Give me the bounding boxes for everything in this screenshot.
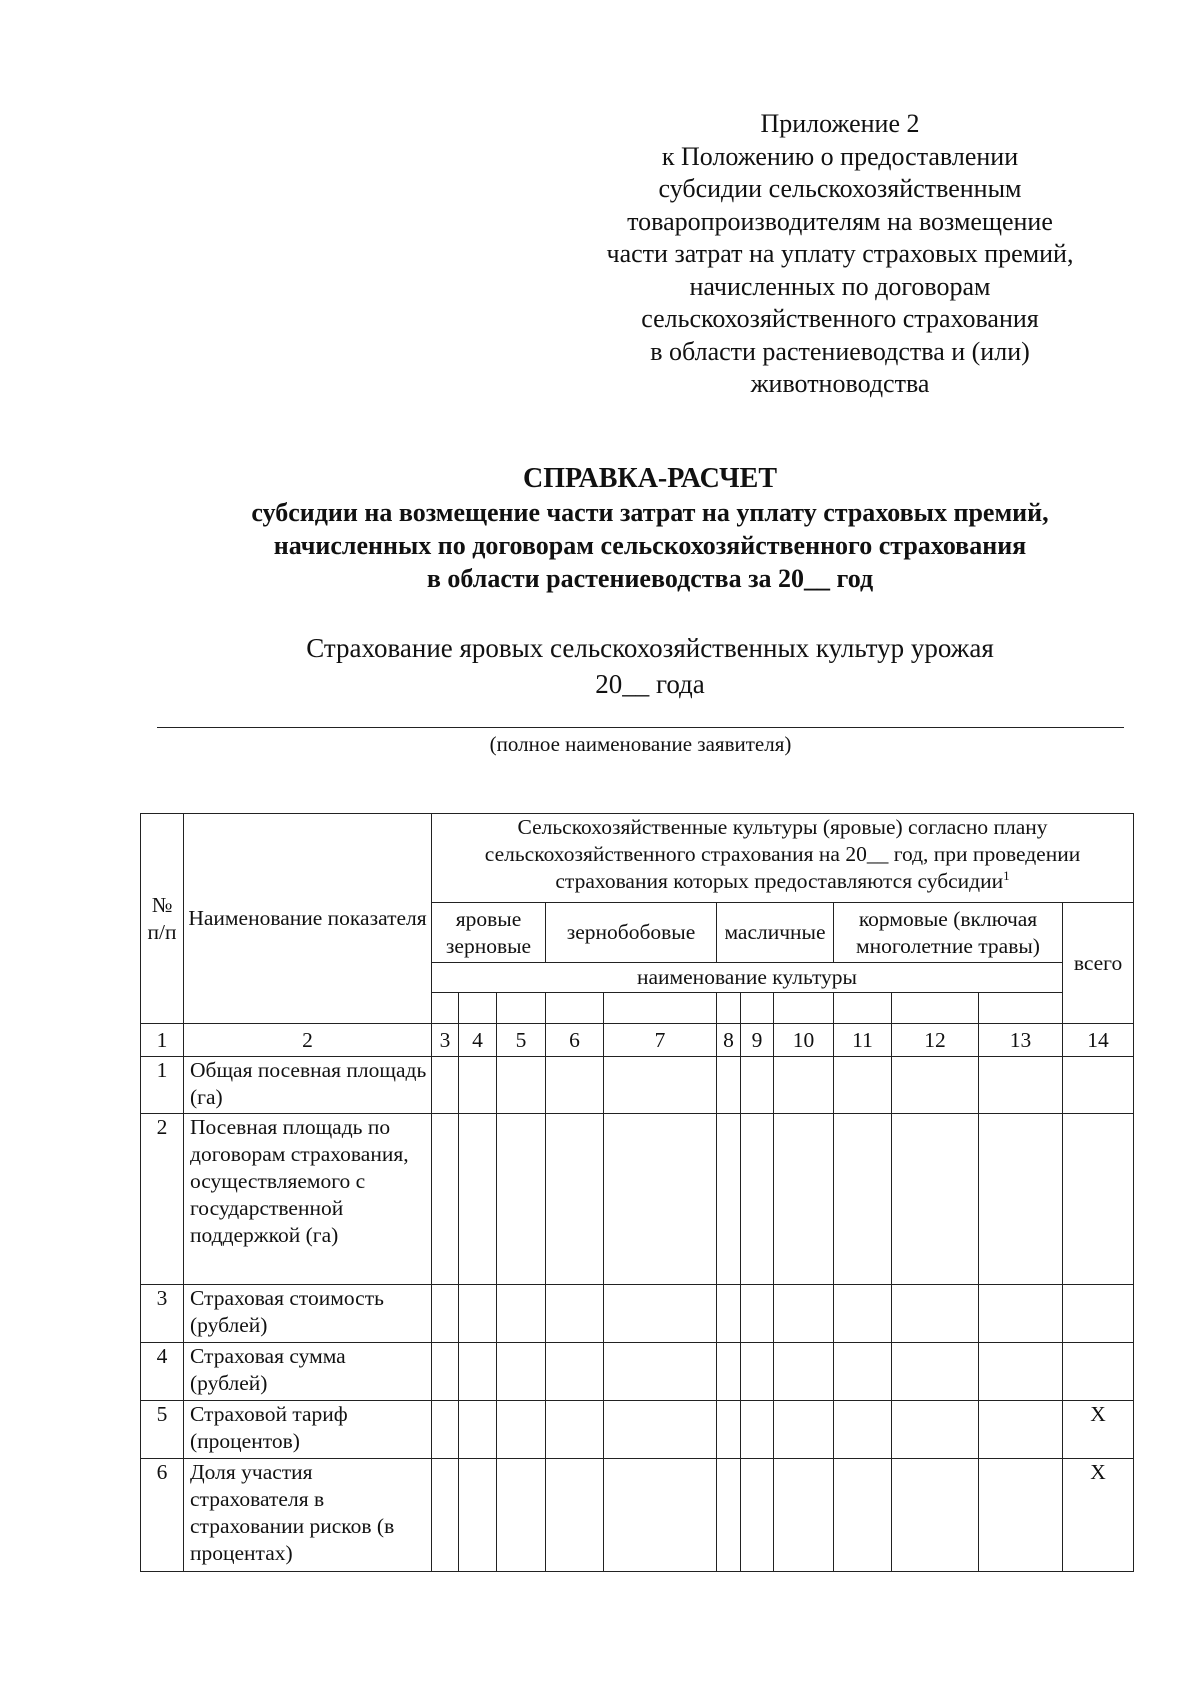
value-cell [604, 1114, 717, 1285]
appendix-line: товаропроизводителям на возмещение [627, 206, 1053, 236]
insurance-year-line: 20__ года [595, 669, 705, 699]
title-line: в области растениеводства за 20__ год [426, 564, 874, 593]
value-cell [741, 1459, 774, 1572]
table-row [141, 1057, 1134, 1114]
value-cell [979, 1285, 1063, 1343]
value-cell [497, 1343, 546, 1401]
col-number: 3 [432, 1024, 459, 1057]
value-cell [717, 1459, 741, 1572]
applicant-caption: (полное наименование заявителя) [489, 732, 792, 756]
header-group-spring-grains: яровые зерновые [432, 903, 546, 963]
row-total [1063, 1057, 1134, 1114]
row-name: Доля участия страхователя в страховании рисков (в процентах) [184, 1459, 432, 1572]
value-cell [741, 1057, 774, 1114]
value-cell [459, 1057, 497, 1114]
value-cell [717, 1057, 741, 1114]
value-cell [979, 1343, 1063, 1401]
value-cell [432, 1057, 459, 1114]
calculation-table [140, 813, 1134, 1572]
value-cell [834, 1401, 892, 1459]
appendix-line: к Положению о предоставлении [661, 141, 1019, 171]
crop-name-cell [774, 993, 834, 1024]
row-total [1063, 1285, 1134, 1343]
value-cell [604, 1459, 717, 1572]
col-number: 14 [1063, 1024, 1134, 1057]
insurance-subtitle [200, 630, 1100, 702]
header-crop-name: наименование культуры [432, 963, 1063, 993]
title-line: начисленных по договорам сельскохозяйственного страхования [273, 531, 1027, 560]
appendix-line: животноводства [750, 369, 930, 398]
crop-name-cell [546, 993, 604, 1024]
value-cell [834, 1057, 892, 1114]
value-cell [892, 1114, 979, 1285]
col-number: 10 [774, 1024, 834, 1057]
value-cell [774, 1459, 834, 1572]
value-cell [459, 1343, 497, 1401]
col-number: 2 [184, 1024, 432, 1057]
value-cell [604, 1343, 717, 1401]
value-cell [834, 1114, 892, 1285]
row-name: Страховая стоимость (рублей) [184, 1285, 432, 1343]
value-cell [432, 1459, 459, 1572]
value-cell [546, 1343, 604, 1401]
crop-name-cell [892, 993, 979, 1024]
table-row [141, 1459, 1134, 1572]
value-cell [546, 1057, 604, 1114]
value-cell [546, 1285, 604, 1343]
value-cell [432, 1285, 459, 1343]
col-number: 12 [892, 1024, 979, 1057]
value-cell [741, 1285, 774, 1343]
group-title-text: Сельскохозяйственные культуры (яровые) согласно плану сельскохозяйственного страхования на 20__ год, при проведении страхования которых предоставляются субсидии [484, 815, 1081, 893]
value-cell [774, 1114, 834, 1285]
value-cell [432, 1401, 459, 1459]
appendix-line: начисленных по договорам [689, 271, 991, 301]
value-cell [717, 1401, 741, 1459]
row-name: Общая посевная площадь (га) [184, 1057, 432, 1114]
crop-name-cell [459, 993, 497, 1024]
value-cell [979, 1459, 1063, 1572]
value-cell [459, 1114, 497, 1285]
col-number: 1 [141, 1024, 184, 1057]
value-cell [717, 1114, 741, 1285]
value-cell [892, 1285, 979, 1343]
row-name: Страховой тариф (процентов) [184, 1401, 432, 1459]
row-total: Х [1063, 1459, 1134, 1572]
header-name: Наименование показателя [184, 814, 432, 1024]
value-cell [546, 1459, 604, 1572]
appendix-line: субсидии сельскохозяйственным [658, 174, 1022, 203]
value-cell [604, 1057, 717, 1114]
header-row [141, 814, 1134, 903]
value-cell [741, 1343, 774, 1401]
col-number: 7 [604, 1024, 717, 1057]
row-total [1063, 1114, 1134, 1285]
header-group-forage: кормовые (включая многолетние травы) [834, 903, 1063, 963]
value-cell [774, 1285, 834, 1343]
value-cell [834, 1459, 892, 1572]
appendix-heading [580, 108, 1100, 401]
col-number: 8 [717, 1024, 741, 1057]
value-cell [892, 1343, 979, 1401]
crop-name-cell [604, 993, 717, 1024]
row-num: 4 [141, 1343, 184, 1401]
row-num: 5 [141, 1401, 184, 1459]
value-cell [432, 1343, 459, 1401]
crop-name-cell [497, 993, 546, 1024]
row-num: 2 [141, 1114, 184, 1285]
insurance-line: Страхование яровых сельскохозяйственных культур урожая [306, 633, 994, 663]
title-main: СПРАВКА-РАСЧЕТ [522, 463, 778, 494]
crop-name-cell [741, 993, 774, 1024]
value-cell [497, 1114, 546, 1285]
header-group-legumes: зернобобовые [546, 903, 717, 963]
col-number: 11 [834, 1024, 892, 1057]
value-cell [604, 1401, 717, 1459]
value-cell [459, 1401, 497, 1459]
value-cell [459, 1459, 497, 1572]
appendix-line: сельскохозяйственного страхования [641, 304, 1039, 333]
row-name: Страховая сумма (рублей) [184, 1343, 432, 1401]
value-cell [774, 1057, 834, 1114]
table-row [141, 1114, 1134, 1285]
value-cell [546, 1114, 604, 1285]
appendix-line: Приложение 2 [760, 109, 920, 138]
value-cell [892, 1401, 979, 1459]
value-cell [497, 1459, 546, 1572]
value-cell [834, 1343, 892, 1401]
col-number: 13 [979, 1024, 1063, 1057]
value-cell [497, 1401, 546, 1459]
header-total: всего [1063, 903, 1134, 1024]
col-number: 5 [497, 1024, 546, 1057]
col-number: 9 [741, 1024, 774, 1057]
value-cell [432, 1114, 459, 1285]
value-cell [497, 1285, 546, 1343]
value-cell [979, 1057, 1063, 1114]
title-line: субсидии на возмещение части затрат на уплату страховых премий, [251, 498, 1049, 527]
row-num: 1 [141, 1057, 184, 1114]
value-cell [741, 1114, 774, 1285]
header-group-oilseeds: масличные [717, 903, 834, 963]
row-total [1063, 1343, 1134, 1401]
column-numbers-row [141, 1024, 1134, 1057]
value-cell [892, 1057, 979, 1114]
footnote-mark: 1 [1003, 867, 1010, 883]
row-total: Х [1063, 1401, 1134, 1459]
crop-name-cell [979, 993, 1063, 1024]
value-cell [459, 1285, 497, 1343]
row-num: 3 [141, 1285, 184, 1343]
appendix-line: части затрат на уплату страховых премий, [606, 239, 1074, 268]
value-cell [717, 1285, 741, 1343]
row-num: 6 [141, 1459, 184, 1572]
crop-name-cell [834, 993, 892, 1024]
appendix-line: в области растениеводства и (или) [650, 336, 1030, 366]
value-cell [979, 1401, 1063, 1459]
col-number: 4 [459, 1024, 497, 1057]
value-cell [834, 1285, 892, 1343]
applicant-name-line [157, 727, 1124, 728]
value-cell [892, 1459, 979, 1572]
document-title [100, 462, 1200, 595]
header-group-title [432, 814, 1134, 903]
table-row [141, 1343, 1134, 1401]
crop-name-cell [717, 993, 741, 1024]
table-row [141, 1285, 1134, 1343]
value-cell [497, 1057, 546, 1114]
value-cell [741, 1401, 774, 1459]
value-cell [979, 1114, 1063, 1285]
value-cell [604, 1285, 717, 1343]
value-cell [717, 1343, 741, 1401]
value-cell [774, 1343, 834, 1401]
header-num: № п/п [141, 814, 184, 1024]
col-number: 6 [546, 1024, 604, 1057]
crop-name-cell [432, 993, 459, 1024]
row-name: Посевная площадь по договорам страхования, осуществляемого с государственной поддержкой (га) [184, 1114, 432, 1285]
value-cell [774, 1401, 834, 1459]
table-row [141, 1401, 1134, 1459]
value-cell [546, 1401, 604, 1459]
